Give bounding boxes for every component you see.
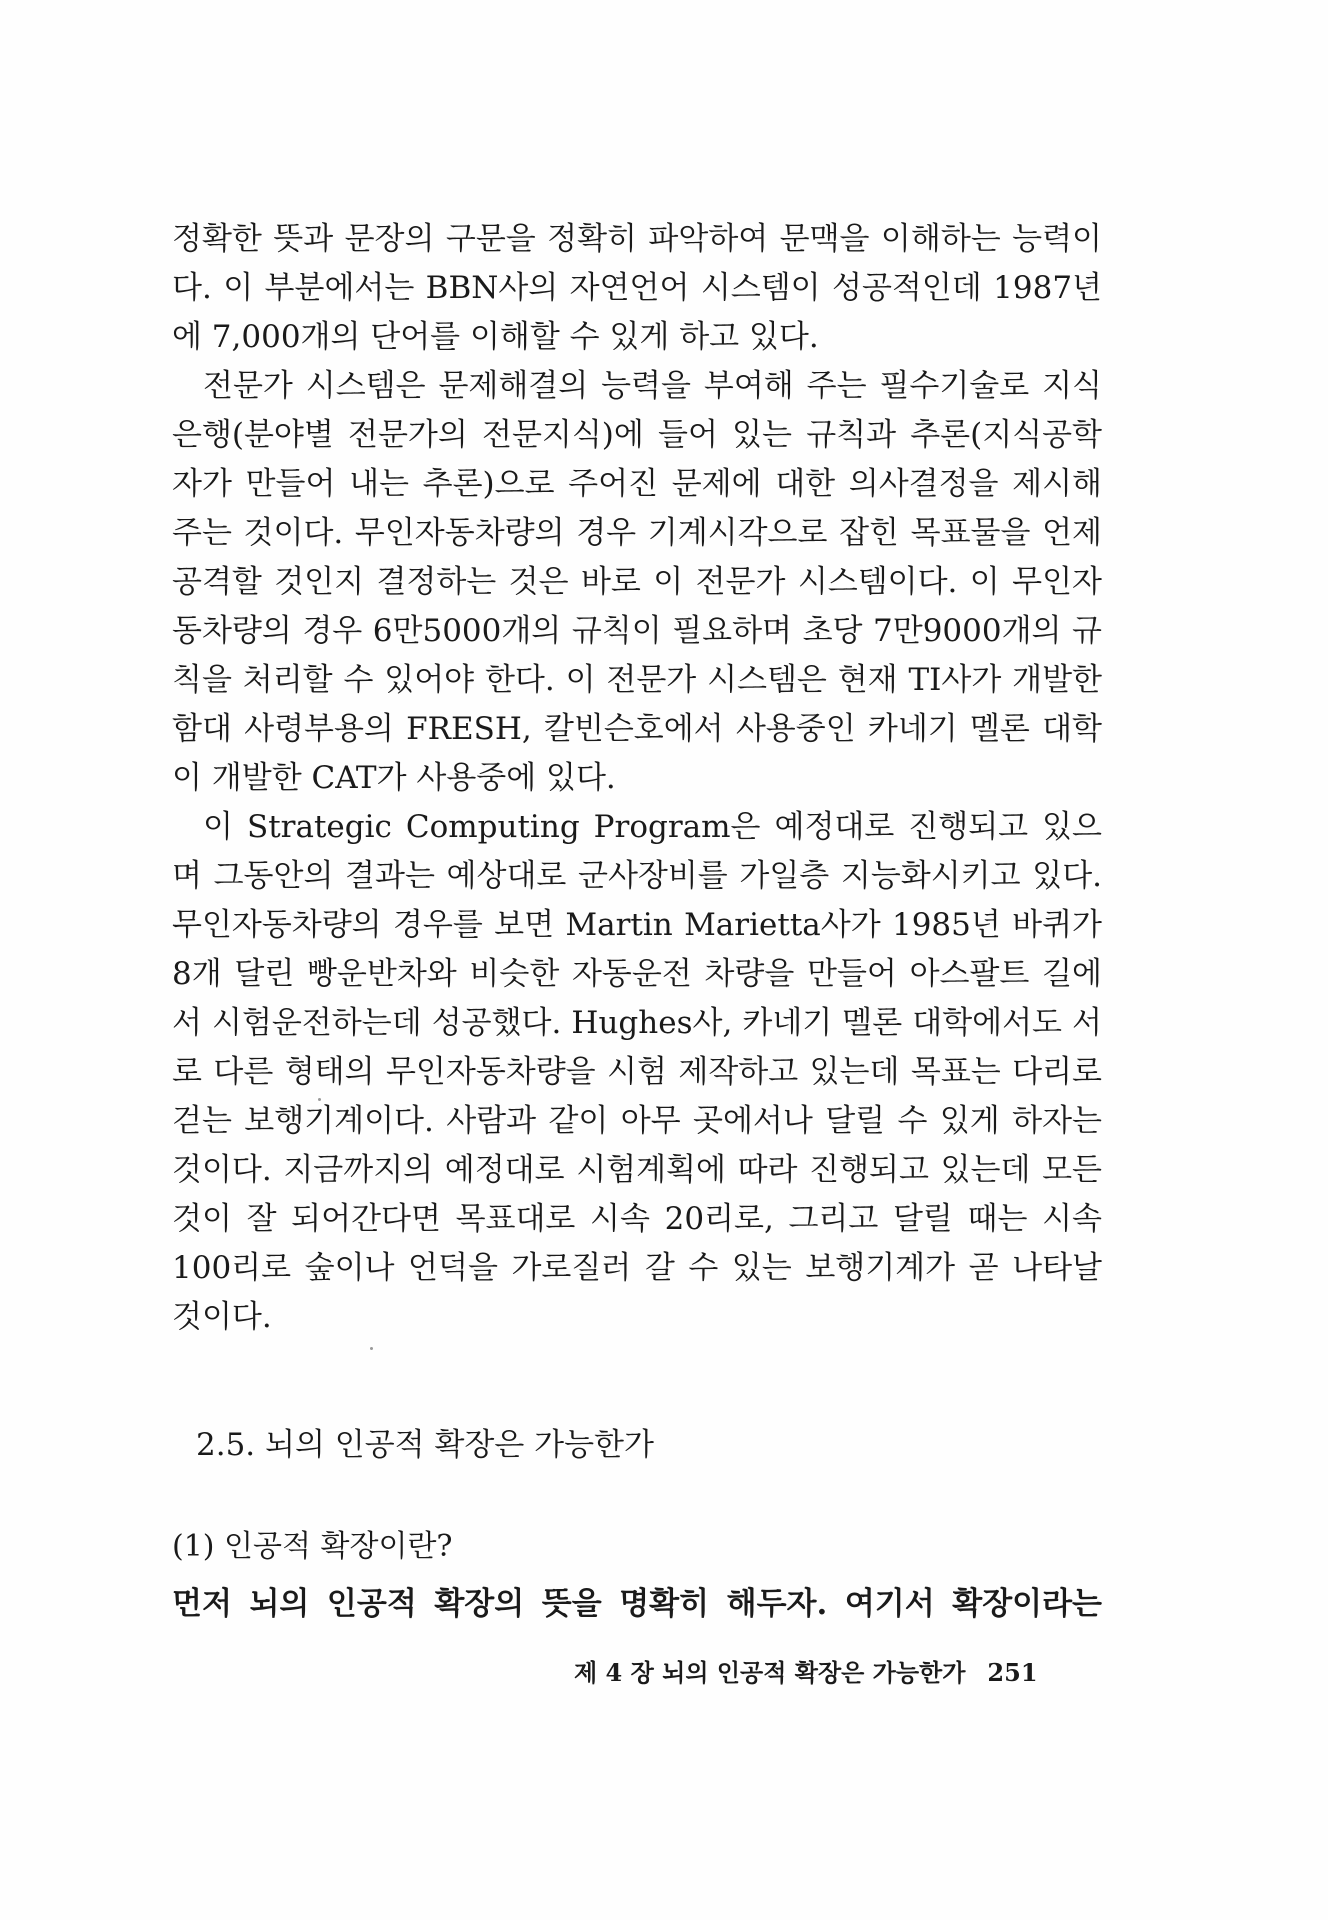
subsection-heading: (1) 인공적 확장이란? bbox=[172, 1529, 453, 1564]
subsection-first-line: 먼저 뇌의 인공적 확장의 뜻을 명확히 해두자. 여기서 확장이라는 bbox=[172, 1586, 1102, 1622]
paragraph-strategic-computing: 이 Strategic Computing Program은 예정대로 진행되고 있으며 그동안의 결과는 예상대로 군사장비를 가일층 지능화시키고 있다. 무인자동차량의 경우를 보면 Martin Marietta사가 1985년 바퀴가 8개 달린 빵운반차와 비슷한 자동운전 차량을 만들어 아스팔트 길에서 시험운전하는데 성공했다. Hughes사, 카네기 멜론 대학에서도 서로 다른 형태의 무인자동차량을 시험 제작하고 있는데 목표는 다리로 걷는 보행기계이다. 사람과 같이 아무 곳에서나 달릴 수 있게 하자는 것이다. 지금까지의 예정대로 시험계획에 따라 진행되고 있는데 모든 것이 잘 되어간다면 목표대로 시속 20리로, 그리고 달릴 때는 시속 100리로 숲이나 언덕을 가로질러 갈 수 있는 보행기계가 곧 나타날 것이다. bbox=[172, 809, 1102, 1335]
paragraph-expert-system: 전문가 시스템은 문제해결의 능력을 부여해 주는 필수기술로 지식은행(분야별 전문가의 전문지식)에 들어 있는 규칙과 추론(지식공학자가 만들어 내는 추론)으로 주어진 문제에 대한 의사결정을 제시해 주는 것이다. 무인자동차량의 경우 기계시각으로 잡힌 목표물을 언제 공격할 것인지 결정하는 것은 바로 이 전문가 시스템이다. 이 무인자동차량의 경우 6만5000개의 규칙이 필요하며 초당 7만9000개의 규칙을 처리할 수 있어야 한다. 이 전문가 시스템은 현재 TI사가 개발한 함대 사령부용의 FRESH, 칼빈슨호에서 사용중인 카네기 멜론 대학이 개발한 CAT가 사용중에 있다. bbox=[172, 368, 1102, 796]
page-number: 251 bbox=[987, 1658, 1038, 1687]
section-heading: 2.5. 뇌의 인공적 확장은 가능한가 bbox=[196, 1427, 654, 1463]
scan-speck bbox=[318, 1098, 321, 1101]
body-text bbox=[172, 215, 1102, 1342]
scan-speck bbox=[370, 1347, 373, 1350]
running-footer bbox=[574, 1657, 1094, 1689]
running-title: 제 4 장 뇌의 인공적 확장은 가능한가 bbox=[574, 1658, 966, 1687]
paragraph-natural-language: 정확한 뜻과 문장의 구문을 정확히 파악하여 문맥을 이해하는 능력이다. 이 부분에서는 BBN사의 자연언어 시스템이 성공적인데 1987년에 7,000개의 단어를 이해할 수 있게 하고 있다. bbox=[172, 221, 1102, 355]
